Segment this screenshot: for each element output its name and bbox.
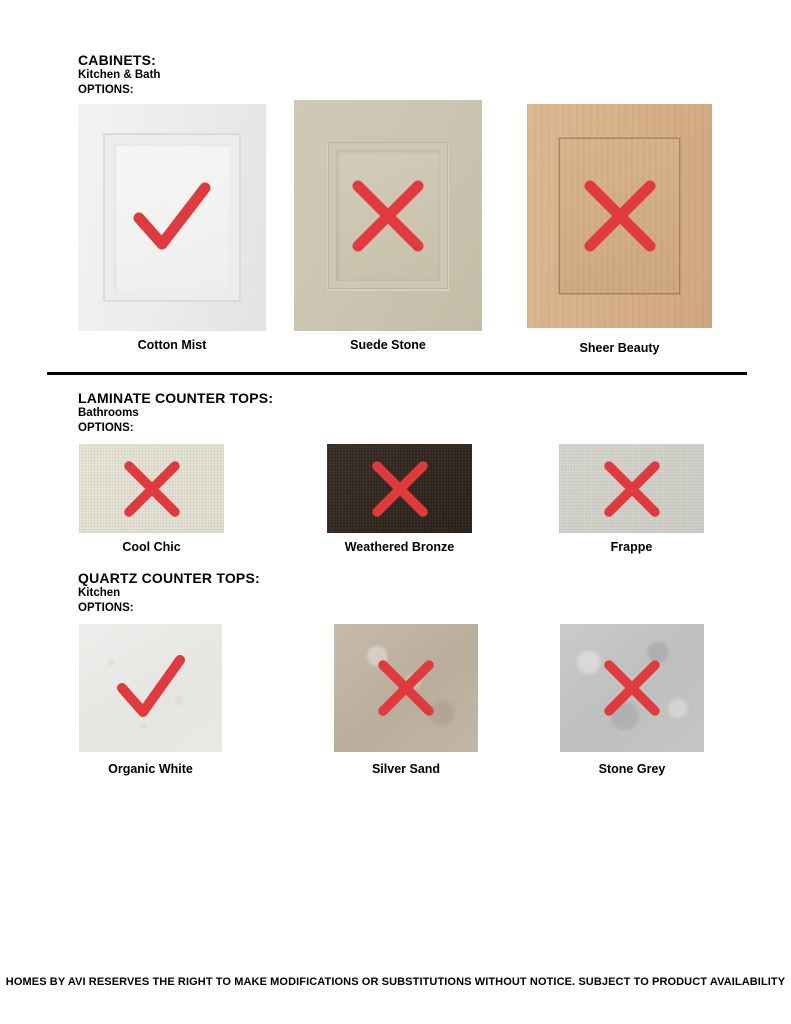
cross-mark-icon	[369, 458, 431, 520]
swatch-caption: Suede Stone	[350, 338, 426, 352]
swatch-sheer-beauty[interactable]	[527, 104, 712, 356]
quartz-sample-silver-sand	[334, 624, 478, 752]
quartz-sample-organic-white	[79, 624, 222, 752]
quartz-subtitle: Kitchen	[78, 587, 121, 599]
swatch-organic-white[interactable]	[79, 624, 222, 777]
check-mark-icon	[113, 652, 189, 724]
cross-mark-icon	[121, 458, 183, 520]
swatch-weathered-bronze[interactable]	[327, 444, 472, 555]
cabinets-options-label: OPTIONS:	[78, 84, 134, 96]
swatch-caption: Frappe	[610, 540, 653, 554]
quartz-options-label: OPTIONS:	[78, 602, 134, 614]
cabinets-subtitle: Kitchen & Bath	[78, 69, 161, 81]
swatch-suede-stone[interactable]	[294, 100, 482, 353]
laminate-subtitle: Bathrooms	[78, 407, 139, 419]
swatch-caption: Organic White	[108, 762, 193, 776]
swatch-caption: Cool Chic	[122, 540, 181, 554]
cabinet-door-suede-stone	[294, 100, 482, 331]
swatch-frappe[interactable]	[559, 444, 704, 555]
section-divider	[47, 372, 747, 375]
swatch-silver-sand[interactable]	[334, 624, 478, 777]
laminate-sample-weathered-bronze	[327, 444, 472, 533]
swatch-caption: Weathered Bronze	[344, 540, 455, 554]
swatch-caption: Cotton Mist	[137, 338, 207, 352]
laminate-sample-frappe	[559, 444, 704, 533]
cabinets-section-header	[78, 52, 160, 98]
quartz-section-header	[78, 570, 260, 616]
cross-mark-icon	[375, 657, 437, 719]
quartz-sample-stone-grey	[560, 624, 704, 752]
laminate-options-label: OPTIONS:	[78, 422, 134, 434]
cabinets-title: CABINETS:	[78, 52, 157, 68]
swatch-caption: Stone Grey	[598, 762, 666, 776]
swatch-stone-grey[interactable]	[560, 624, 704, 777]
swatch-cool-chic[interactable]	[79, 444, 224, 555]
swatch-caption: Silver Sand	[371, 762, 441, 776]
cabinet-door-sheer-beauty	[527, 104, 712, 328]
cross-mark-icon	[601, 458, 663, 520]
laminate-title: LAMINATE COUNTER TOPS:	[78, 390, 274, 406]
cross-mark-icon	[601, 657, 663, 719]
quartz-title: QUARTZ COUNTER TOPS:	[78, 570, 260, 586]
cabinet-door-cotton-mist	[78, 104, 266, 331]
laminate-sample-cool-chic	[79, 444, 224, 533]
laminate-section-header	[78, 390, 273, 436]
swatch-cotton-mist[interactable]	[78, 104, 266, 353]
footer-disclaimer: HOMES BY AVI RESERVES THE RIGHT TO MAKE MODIFICATIONS OR SUBSTITUTIONS WITHOUT NOTICE. SUBJECT TO PRODUCT AVAILABILITY	[5, 976, 786, 988]
swatch-caption: Sheer Beauty	[579, 341, 660, 355]
